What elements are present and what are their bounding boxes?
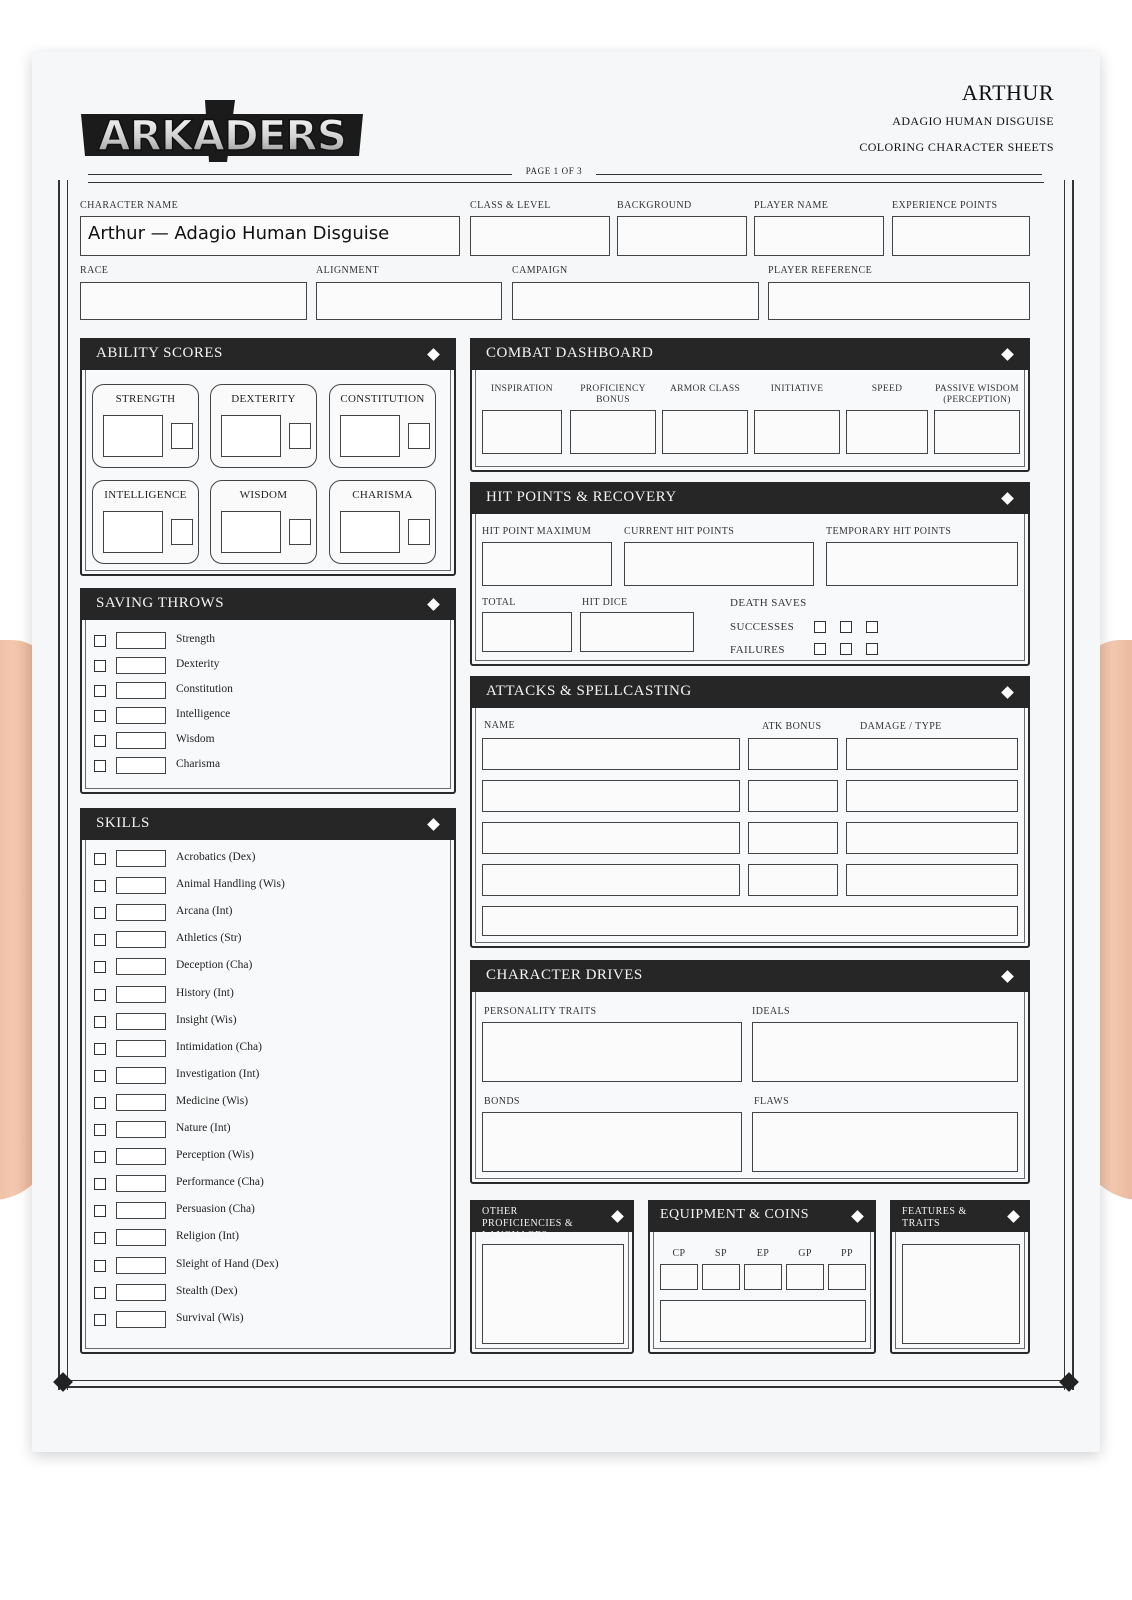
skill-value-box[interactable] [116, 877, 166, 894]
class-level-label: CLASS & LEVEL [470, 200, 551, 211]
alignment-label: ALIGNMENT [316, 265, 380, 276]
death-save-failure-checkbox[interactable] [814, 643, 826, 655]
coin-field[interactable] [702, 1264, 740, 1290]
svg-text:ARKADERS: ARKADERS [97, 111, 347, 160]
attack-damage-field[interactable] [846, 738, 1018, 770]
class-level-field[interactable] [470, 216, 610, 256]
skill-label: History (Int) [176, 986, 234, 999]
saving-throw-value-box[interactable] [116, 682, 166, 699]
coin-field[interactable] [786, 1264, 824, 1290]
skill-value-box[interactable] [116, 904, 166, 921]
character-name-field[interactable]: Arthur — Adagio Human Disguise [80, 216, 460, 256]
speed-label: SPEED [871, 384, 903, 394]
ideals-field[interactable] [752, 1022, 1018, 1082]
skill-label: Arcana (Int) [176, 905, 233, 918]
skill-proficiency-checkbox[interactable] [94, 907, 106, 919]
features-field[interactable] [902, 1244, 1020, 1344]
death-save-failure-checkbox[interactable] [866, 643, 878, 655]
skill-value-box[interactable] [116, 1284, 166, 1301]
skill-label: Perception (Wis) [176, 1149, 254, 1162]
ability-score-box[interactable] [103, 511, 163, 553]
saving-throw-value-box[interactable] [116, 632, 166, 649]
skill-value-box[interactable] [116, 1013, 166, 1030]
bonds-field[interactable] [482, 1112, 742, 1172]
skill-label: Sleight of Hand (Dex) [176, 1257, 279, 1270]
character-drives-title: CHARACTER DRIVES [470, 960, 1030, 992]
page-label: PAGE 1 OF 3 [525, 166, 583, 176]
death-save-success-checkbox[interactable] [866, 621, 878, 633]
skill-value-box[interactable] [116, 1175, 166, 1192]
saving-throw-value-box[interactable] [116, 657, 166, 674]
character-title: ARTHUR [961, 80, 1054, 105]
diamond-icon [1007, 1210, 1020, 1223]
skill-value-box[interactable] [116, 1148, 166, 1165]
skill-value-box[interactable] [116, 931, 166, 948]
skill-value-box[interactable] [116, 986, 166, 1003]
ability-intelligence: INTELLIGENCE [92, 480, 199, 564]
coin-label: GP [798, 1248, 812, 1259]
proficiency-checkbox[interactable] [94, 660, 106, 672]
ability-score-box[interactable] [340, 511, 400, 553]
combat-dashboard-title: COMBAT DASHBOARD [470, 338, 1030, 370]
skill-value-box[interactable] [116, 850, 166, 867]
ability-modifier-box[interactable] [171, 519, 193, 545]
inspiration-field[interactable] [482, 410, 562, 454]
attack-name-label: NAME [484, 720, 516, 731]
ability-modifier-box[interactable] [171, 423, 193, 449]
skills-title: SKILLS [80, 808, 456, 840]
background-label: BACKGROUND [617, 200, 692, 211]
frame-top [88, 182, 1044, 183]
ability-charisma: CHARISMA [329, 480, 436, 564]
skill-label: Persuasion (Cha) [176, 1203, 255, 1216]
skill-proficiency-checkbox[interactable] [94, 1287, 106, 1299]
diamond-icon [1001, 970, 1014, 983]
skill-proficiency-checkbox[interactable] [94, 1070, 106, 1082]
ability-wisdom: WISDOM [210, 480, 317, 564]
skill-label: Investigation (Int) [176, 1067, 260, 1080]
frame-bottom [60, 1380, 1072, 1388]
temp-hp-label: TEMPORARY HIT POINTS [826, 526, 952, 537]
attack-damage-field[interactable] [846, 864, 1018, 896]
ability-scores-title: ABILITY SCORES [80, 338, 456, 370]
personality-traits-label: PERSONALITY TRAITS [484, 1006, 597, 1017]
proficiency-checkbox[interactable] [94, 760, 106, 772]
saving-throws-title: SAVING THROWS [80, 588, 456, 620]
skill-label: Athletics (Str) [176, 932, 242, 945]
series-label: COLORING CHARACTER SHEETS [859, 140, 1054, 154]
character-subtitle: ADAGIO HUMAN DISGUISE [892, 114, 1054, 128]
skill-proficiency-checkbox[interactable] [94, 1043, 106, 1055]
proficiency-bonus-field[interactable] [570, 410, 656, 454]
frame-left [58, 180, 68, 1390]
skill-value-box[interactable] [116, 1202, 166, 1219]
temp-hp-field[interactable] [826, 542, 1018, 586]
alignment-field[interactable] [316, 282, 502, 320]
attack-name-field[interactable] [482, 780, 740, 812]
race-label: RACE [80, 265, 109, 276]
experience-label: EXPERIENCE POINTS [892, 200, 998, 211]
hit-dice-field[interactable] [580, 612, 694, 652]
ability-score-box[interactable] [221, 415, 281, 457]
diamond-icon [427, 348, 440, 361]
background-field[interactable] [617, 216, 747, 256]
race-field[interactable] [80, 282, 307, 320]
features-title: FEATURES & TRAITS [890, 1200, 1030, 1232]
attack-bonus-field[interactable] [748, 822, 838, 854]
proficiencies-field[interactable] [482, 1244, 624, 1344]
skill-label: Insight (Wis) [176, 1013, 237, 1026]
character-drives-panel [470, 960, 1030, 1184]
attacks-panel [470, 676, 1030, 948]
bonds-label: BONDS [484, 1096, 520, 1107]
speed-field[interactable] [846, 410, 928, 454]
saving-throws-panel: SAVING THROWS Strength Dexterity Constitution Intelligence Wisdom Charisma [80, 588, 456, 794]
skill-label: Animal Handling (Wis) [176, 878, 285, 891]
skill-proficiency-checkbox[interactable] [94, 961, 106, 973]
ability-modifier-box[interactable] [289, 519, 311, 545]
passive-wisdom-label: PASSIVE WISDOM (PERCEPTION) [935, 384, 1019, 405]
armor-class-field[interactable] [662, 410, 748, 454]
arkaders-logo [77, 96, 367, 166]
skill-proficiency-checkbox[interactable] [94, 1178, 106, 1190]
skill-label: Stealth (Dex) [176, 1284, 238, 1297]
damage-type-label: DAMAGE / TYPE [860, 721, 942, 732]
atk-bonus-label: ATK BONUS [762, 721, 822, 732]
personality-traits-field[interactable] [482, 1022, 742, 1082]
proficiency-checkbox[interactable] [94, 735, 106, 747]
skill-value-box[interactable] [116, 1257, 166, 1274]
diamond-icon [427, 818, 440, 831]
ability-score-box[interactable] [340, 415, 400, 457]
ability-constitution: CONSTITUTION [329, 384, 436, 468]
skill-label: Intimidation (Cha) [176, 1040, 262, 1053]
attack-damage-field[interactable] [846, 822, 1018, 854]
skill-label: Acrobatics (Dex) [176, 851, 256, 863]
total-field[interactable] [482, 612, 572, 652]
skill-value-box[interactable] [116, 1121, 166, 1138]
attack-bonus-field[interactable] [748, 864, 838, 896]
skill-proficiency-checkbox[interactable] [94, 1260, 106, 1272]
skill-value-box[interactable] [116, 1094, 166, 1111]
death-save-success-checkbox[interactable] [814, 621, 826, 633]
proficiency-checkbox[interactable] [94, 685, 106, 697]
campaign-label: CAMPAIGN [512, 265, 568, 276]
skill-proficiency-checkbox[interactable] [94, 1016, 106, 1028]
death-save-success-checkbox[interactable] [840, 621, 852, 633]
flaws-field[interactable] [752, 1112, 1018, 1172]
skill-proficiency-checkbox[interactable] [94, 1205, 106, 1217]
frame-right [1064, 180, 1074, 1390]
proficiency-checkbox[interactable] [94, 710, 106, 722]
passive-wisdom-field[interactable] [934, 410, 1020, 454]
successes-label: SUCCESSES [730, 621, 795, 633]
player-reference-label: PLAYER REFERENCE [768, 265, 873, 276]
hp-max-label: HIT POINT MAXIMUM [482, 526, 592, 537]
skill-value-box[interactable] [116, 1229, 166, 1246]
skill-proficiency-checkbox[interactable] [94, 853, 106, 865]
initiative-field[interactable] [754, 410, 840, 454]
total-label: TOTAL [482, 597, 516, 608]
corner-ornament [53, 1372, 73, 1392]
equipment-panel [648, 1200, 876, 1354]
hit-dice-label: HIT DICE [582, 597, 628, 608]
attack-damage-field[interactable] [846, 780, 1018, 812]
current-hp-label: CURRENT HIT POINTS [624, 526, 735, 537]
saving-throw-value-box[interactable] [116, 732, 166, 749]
armor-class-label: ARMOR CLASS [669, 384, 741, 394]
initiative-label: INITIATIVE [770, 384, 824, 394]
ability-modifier-box[interactable] [408, 519, 430, 545]
skill-proficiency-checkbox[interactable] [94, 1151, 106, 1163]
coin-field[interactable] [744, 1264, 782, 1290]
ability-modifier-box[interactable] [408, 423, 430, 449]
divider [596, 174, 1042, 175]
skill-label: Performance (Cha) [176, 1176, 264, 1189]
diamond-icon [1001, 348, 1014, 361]
player-name-label: PLAYER NAME [754, 200, 829, 211]
skill-proficiency-checkbox[interactable] [94, 989, 106, 1001]
ability-scores-panel [80, 338, 456, 576]
attack-name-field[interactable] [482, 738, 740, 770]
skills-panel [80, 808, 456, 1354]
attack-name-field[interactable] [482, 864, 740, 896]
skill-proficiency-checkbox[interactable] [94, 1232, 106, 1244]
skill-label: Nature (Int) [176, 1122, 231, 1134]
proficiencies-panel [470, 1200, 634, 1354]
ability-score-box[interactable] [221, 511, 281, 553]
ability-dexterity: DEXTERITY [210, 384, 317, 468]
hp-max-field[interactable] [482, 542, 612, 586]
ability-score-box[interactable] [103, 415, 163, 457]
skill-label: Medicine (Wis) [176, 1094, 249, 1107]
skill-label: Deception (Cha) [176, 959, 253, 972]
inspiration-label: INSPIRATION [491, 384, 553, 394]
player-reference-field[interactable] [768, 282, 1030, 320]
equipment-field[interactable] [660, 1300, 866, 1342]
proficiencies-title: OTHER PROFICIENCIES & LANGUAGES [470, 1200, 634, 1232]
coin-label: SP [715, 1248, 727, 1259]
attack-bonus-field[interactable] [748, 780, 838, 812]
death-save-failure-checkbox[interactable] [840, 643, 852, 655]
equipment-title: EQUIPMENT & COINS [648, 1200, 876, 1232]
coin-field[interactable] [660, 1264, 698, 1290]
ability-strength: STRENGTH [92, 384, 199, 468]
corner-ornament [1059, 1372, 1079, 1392]
coin-field[interactable] [828, 1264, 866, 1290]
player-name-field[interactable] [754, 216, 884, 256]
hit-points-title: HIT POINTS & RECOVERY [470, 482, 1030, 514]
skill-value-box[interactable] [116, 1040, 166, 1057]
skill-proficiency-checkbox[interactable] [94, 1124, 106, 1136]
proficiency-bonus-label: PROFICIENCY BONUS [580, 384, 646, 405]
coin-label: PP [841, 1248, 853, 1259]
current-hp-field[interactable] [624, 542, 814, 586]
skill-proficiency-checkbox[interactable] [94, 934, 106, 946]
coin-label: CP [672, 1248, 686, 1259]
ideals-label: IDEALS [752, 1006, 790, 1017]
diamond-icon [851, 1210, 864, 1223]
flaws-label: FLAWS [754, 1096, 790, 1107]
skill-label: Religion (Int) [176, 1230, 239, 1243]
ability-modifier-box[interactable] [289, 423, 311, 449]
skill-value-box[interactable] [116, 1311, 166, 1328]
diamond-icon [427, 598, 440, 611]
saving-throw-value-box[interactable] [116, 757, 166, 774]
hit-points-panel [470, 482, 1030, 666]
skill-value-box[interactable] [116, 958, 166, 975]
attacks-title: ATTACKS & SPELLCASTING [470, 676, 1030, 708]
diamond-icon [1001, 492, 1014, 505]
skill-proficiency-checkbox[interactable] [94, 1097, 106, 1109]
features-panel [890, 1200, 1030, 1354]
attack-notes-field[interactable] [482, 906, 1018, 936]
failures-label: FAILURES [730, 644, 785, 656]
experience-field[interactable] [892, 216, 1030, 256]
skill-label: Survival (Wis) [176, 1311, 244, 1324]
skill-proficiency-checkbox[interactable] [94, 1314, 106, 1326]
skill-value-box[interactable] [116, 1067, 166, 1084]
diamond-icon [1001, 686, 1014, 699]
combat-dashboard-panel [470, 338, 1030, 472]
death-saves-label: DEATH SAVES [730, 597, 807, 609]
diamond-icon [611, 1210, 624, 1223]
coin-label: EP [756, 1248, 770, 1259]
skill-proficiency-checkbox[interactable] [94, 880, 106, 892]
saving-throw-value-box[interactable] [116, 707, 166, 724]
attack-bonus-field[interactable] [748, 738, 838, 770]
campaign-field[interactable] [512, 282, 759, 320]
attack-name-field[interactable] [482, 822, 740, 854]
divider [88, 174, 512, 175]
proficiency-checkbox[interactable] [94, 635, 106, 647]
character-name-label: CHARACTER NAME [80, 200, 179, 211]
character-sheet [32, 52, 1100, 1452]
